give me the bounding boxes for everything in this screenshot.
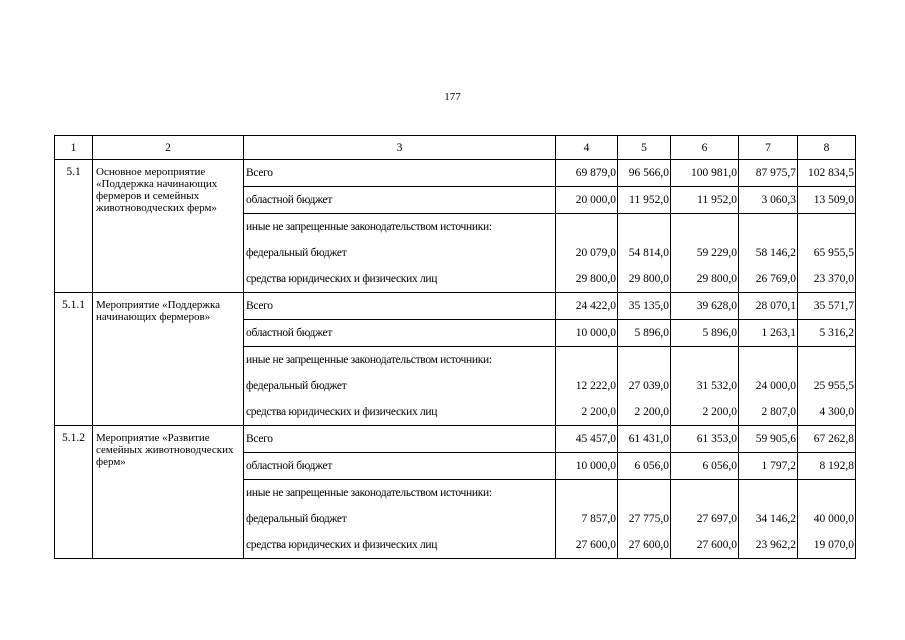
funding-source-label: Всего (244, 426, 556, 453)
amount-cell: 31 532,0 (671, 373, 739, 399)
budget-table (54, 135, 856, 559)
funding-source-label: областной бюджет (244, 187, 556, 214)
amount-cell: 87 975,7 (739, 160, 798, 187)
amount-cell: 5 896,0 (618, 320, 671, 347)
section-title: Мероприятие «Развитие семейных животноводческих ферм» (93, 426, 244, 559)
amount-cell: 28 070,1 (739, 293, 798, 320)
column-header: 4 (556, 136, 618, 160)
amount-cell: 40 000,0 (798, 506, 856, 532)
funding-source-label: средства юридических и физических лиц (244, 399, 556, 426)
amount-cell (618, 480, 671, 507)
amount-cell (739, 480, 798, 507)
column-header: 1 (55, 136, 93, 160)
amount-cell: 20 079,0 (556, 240, 618, 266)
column-header: 7 (739, 136, 798, 160)
amount-cell: 24 422,0 (556, 293, 618, 320)
amount-cell (556, 347, 618, 374)
amount-cell: 27 600,0 (671, 532, 739, 559)
table-row (55, 293, 856, 320)
amount-cell: 4 300,0 (798, 399, 856, 426)
amount-cell: 2 807,0 (739, 399, 798, 426)
table-row (55, 160, 856, 187)
page-number: 177 (444, 91, 461, 103)
amount-cell: 24 000,0 (739, 373, 798, 399)
section-title: Основное мероприятие «Поддержка начинающих фермеров и семейных животноводческих ферм» (93, 160, 244, 293)
column-header: 3 (244, 136, 556, 160)
amount-cell: 27 697,0 (671, 506, 739, 532)
amount-cell (739, 347, 798, 374)
column-header: 8 (798, 136, 856, 160)
column-header: 5 (618, 136, 671, 160)
table-row (55, 426, 856, 453)
funding-source-label: иные не запрещенные законодательством источники: (244, 480, 556, 507)
amount-cell: 27 600,0 (556, 532, 618, 559)
amount-cell: 23 962,2 (739, 532, 798, 559)
amount-cell: 35 135,0 (618, 293, 671, 320)
amount-cell: 96 566,0 (618, 160, 671, 187)
amount-cell: 39 628,0 (671, 293, 739, 320)
amount-cell: 1 263,1 (739, 320, 798, 347)
section-code: 5.1 (55, 160, 93, 293)
section-title: Мероприятие «Поддержка начинающих фермеров» (93, 293, 244, 426)
column-header: 2 (93, 136, 244, 160)
amount-cell: 23 370,0 (798, 266, 856, 293)
amount-cell (618, 347, 671, 374)
amount-cell: 67 262,8 (798, 426, 856, 453)
amount-cell (739, 214, 798, 241)
amount-cell: 5 896,0 (671, 320, 739, 347)
amount-cell (618, 214, 671, 241)
amount-cell: 11 952,0 (671, 187, 739, 214)
amount-cell: 12 222,0 (556, 373, 618, 399)
amount-cell: 29 800,0 (671, 266, 739, 293)
amount-cell (671, 480, 739, 507)
funding-source-label: федеральный бюджет (244, 373, 556, 399)
amount-cell (556, 214, 618, 241)
amount-cell: 6 056,0 (618, 453, 671, 480)
amount-cell: 2 200,0 (671, 399, 739, 426)
funding-source-label: Всего (244, 160, 556, 187)
amount-cell: 8 192,8 (798, 453, 856, 480)
amount-cell: 2 200,0 (618, 399, 671, 426)
funding-source-label: средства юридических и физических лиц (244, 266, 556, 293)
amount-cell: 26 769,0 (739, 266, 798, 293)
funding-source-label: средства юридических и физических лиц (244, 532, 556, 559)
column-header: 6 (671, 136, 739, 160)
funding-source-label: иные не запрещенные законодательством источники: (244, 214, 556, 241)
funding-source-label: областной бюджет (244, 320, 556, 347)
amount-cell: 65 955,5 (798, 240, 856, 266)
amount-cell: 2 200,0 (556, 399, 618, 426)
amount-cell: 10 000,0 (556, 320, 618, 347)
amount-cell: 45 457,0 (556, 426, 618, 453)
amount-cell (798, 347, 856, 374)
amount-cell: 25 955,5 (798, 373, 856, 399)
amount-cell (798, 214, 856, 241)
header-row (55, 136, 856, 160)
amount-cell: 5 316,2 (798, 320, 856, 347)
amount-cell: 59 229,0 (671, 240, 739, 266)
amount-cell (671, 214, 739, 241)
amount-cell: 35 571,7 (798, 293, 856, 320)
amount-cell: 11 952,0 (618, 187, 671, 214)
funding-source-label: Всего (244, 293, 556, 320)
amount-cell: 59 905,6 (739, 426, 798, 453)
amount-cell: 27 039,0 (618, 373, 671, 399)
amount-cell: 100 981,0 (671, 160, 739, 187)
amount-cell: 1 797,2 (739, 453, 798, 480)
amount-cell: 34 146,2 (739, 506, 798, 532)
section-code: 5.1.2 (55, 426, 93, 559)
amount-cell: 7 857,0 (556, 506, 618, 532)
amount-cell: 69 879,0 (556, 160, 618, 187)
amount-cell: 61 353,0 (671, 426, 739, 453)
amount-cell: 19 070,0 (798, 532, 856, 559)
funding-source-label: иные не запрещенные законодательством источники: (244, 347, 556, 374)
amount-cell: 10 000,0 (556, 453, 618, 480)
amount-cell: 27 600,0 (618, 532, 671, 559)
funding-source-label: областной бюджет (244, 453, 556, 480)
amount-cell: 102 834,5 (798, 160, 856, 187)
amount-cell: 3 060,3 (739, 187, 798, 214)
funding-source-label: федеральный бюджет (244, 240, 556, 266)
amount-cell (671, 347, 739, 374)
amount-cell (556, 480, 618, 507)
section-code: 5.1.1 (55, 293, 93, 426)
amount-cell: 29 800,0 (556, 266, 618, 293)
amount-cell: 58 146,2 (739, 240, 798, 266)
amount-cell: 54 814,0 (618, 240, 671, 266)
amount-cell: 6 056,0 (671, 453, 739, 480)
amount-cell: 61 431,0 (618, 426, 671, 453)
amount-cell: 27 775,0 (618, 506, 671, 532)
amount-cell: 20 000,0 (556, 187, 618, 214)
funding-source-label: федеральный бюджет (244, 506, 556, 532)
amount-cell: 13 509,0 (798, 187, 856, 214)
amount-cell (798, 480, 856, 507)
amount-cell: 29 800,0 (618, 266, 671, 293)
